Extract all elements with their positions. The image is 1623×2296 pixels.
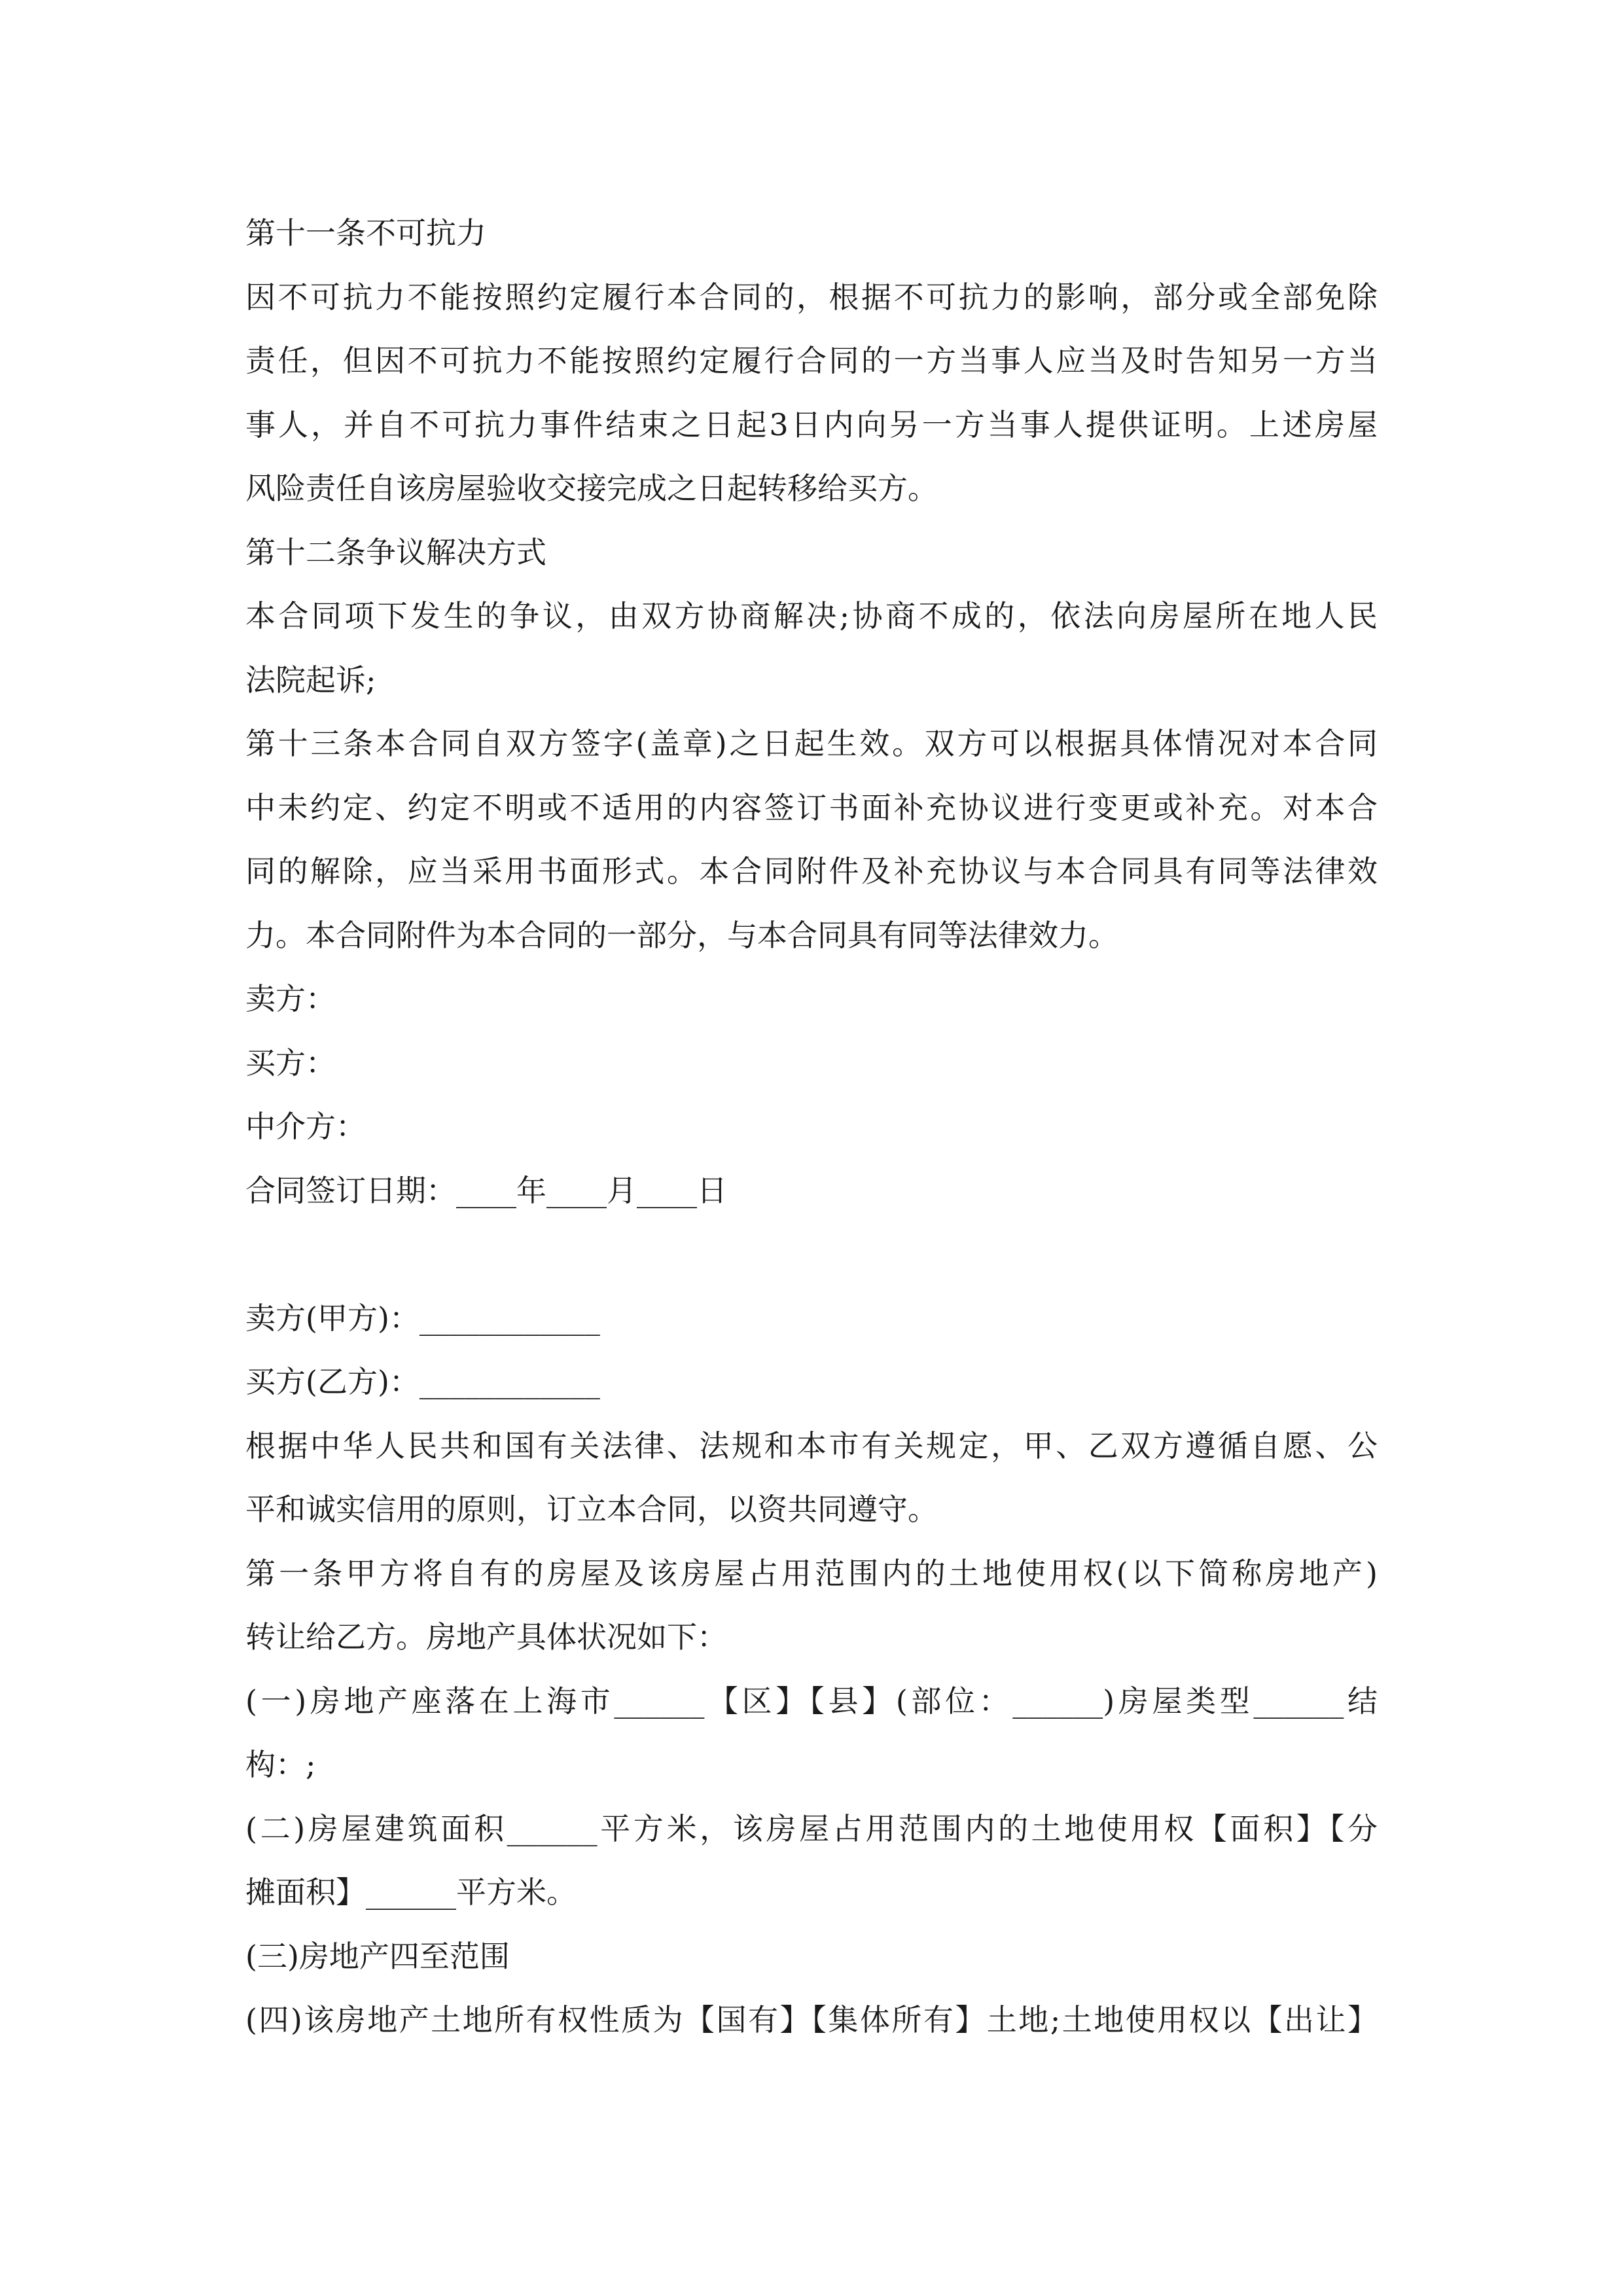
text-line: 平和诚实信用的原则，订立本合同，以资共同遵守。 xyxy=(245,1492,938,1527)
text-line: 中介方： xyxy=(245,1109,366,1144)
text-line: 卖方(甲方)：____________ xyxy=(245,1300,600,1336)
text-line: 第一条甲方将自有的房屋及该房屋占用范围内的土地使用权(以下简称房地产) xyxy=(245,1555,1378,1591)
text-line: (四)该房地产土地所有权性质为【国有】【集体所有】土地;土地使用权以【出让】 xyxy=(245,2002,1378,2037)
text-line: 责任，但因不可抗力不能按照约定履行合同的一方当事人应当及时告知另一方当 xyxy=(245,343,1378,378)
text-line: 第十二条争议解决方式 xyxy=(245,534,546,570)
text-line: 本合同项下发生的争议，由双方协商解决;协商不成的，依法向房屋所在地人民 xyxy=(245,598,1378,634)
text-line: 买方： xyxy=(245,1045,336,1081)
text-line: 构：; xyxy=(245,1747,316,1782)
document-body xyxy=(245,202,1378,2053)
text-line: 合同签订日期：____年____月____日 xyxy=(245,1172,727,1208)
text-line: (二)房屋建筑面积______平方米，该房屋占用范围内的土地使用权【面积】【分 xyxy=(245,1810,1378,1846)
text-line: 买方(乙方)：____________ xyxy=(245,1364,600,1399)
text-line: (三)房地产四至范围 xyxy=(245,1938,510,1974)
text-line: 卖方： xyxy=(245,981,336,1016)
text-line: 摊面积】______平方米。 xyxy=(245,1874,577,1910)
text-line: 法院起诉; xyxy=(245,662,376,698)
text-line: 根据中华人民共和国有关法律、法规和本市有关规定，甲、乙双方遵循自愿、公 xyxy=(245,1427,1378,1463)
text-line: 中未约定、约定不明或不适用的内容签订书面补充协议进行变更或补充。对本合 xyxy=(245,789,1378,825)
text-line: 事人，并自不可抗力事件结束之日起3日内向另一方当事人提供证明。上述房屋 xyxy=(245,406,1378,442)
text-line: 风险责任自该房屋验收交接完成之日起转移给买方。 xyxy=(245,471,938,506)
text-line: 第十一条不可抗力 xyxy=(245,215,486,251)
text-line: 力。本合同附件为本合同的一部分，与本合同具有同等法律效力。 xyxy=(245,917,1118,953)
text-line: 第十三条本合同自双方签字(盖章)之日起生效。双方可以根据具体情况对本合同 xyxy=(245,726,1378,761)
blank-line xyxy=(245,1223,1378,1287)
text-line: (一)房地产座落在上海市______【区】【县】(部位：______)房屋类型______结 xyxy=(245,1683,1378,1719)
text-line: 同的解除，应当采用书面形式。本合同附件及补充协议与本合同具有同等法律效 xyxy=(245,853,1378,889)
text-line: 转让给乙方。房地产具体状况如下： xyxy=(245,1619,727,1655)
text-line: 因不可抗力不能按照约定履行本合同的，根据不可抗力的影响，部分或全部免除 xyxy=(245,279,1378,315)
